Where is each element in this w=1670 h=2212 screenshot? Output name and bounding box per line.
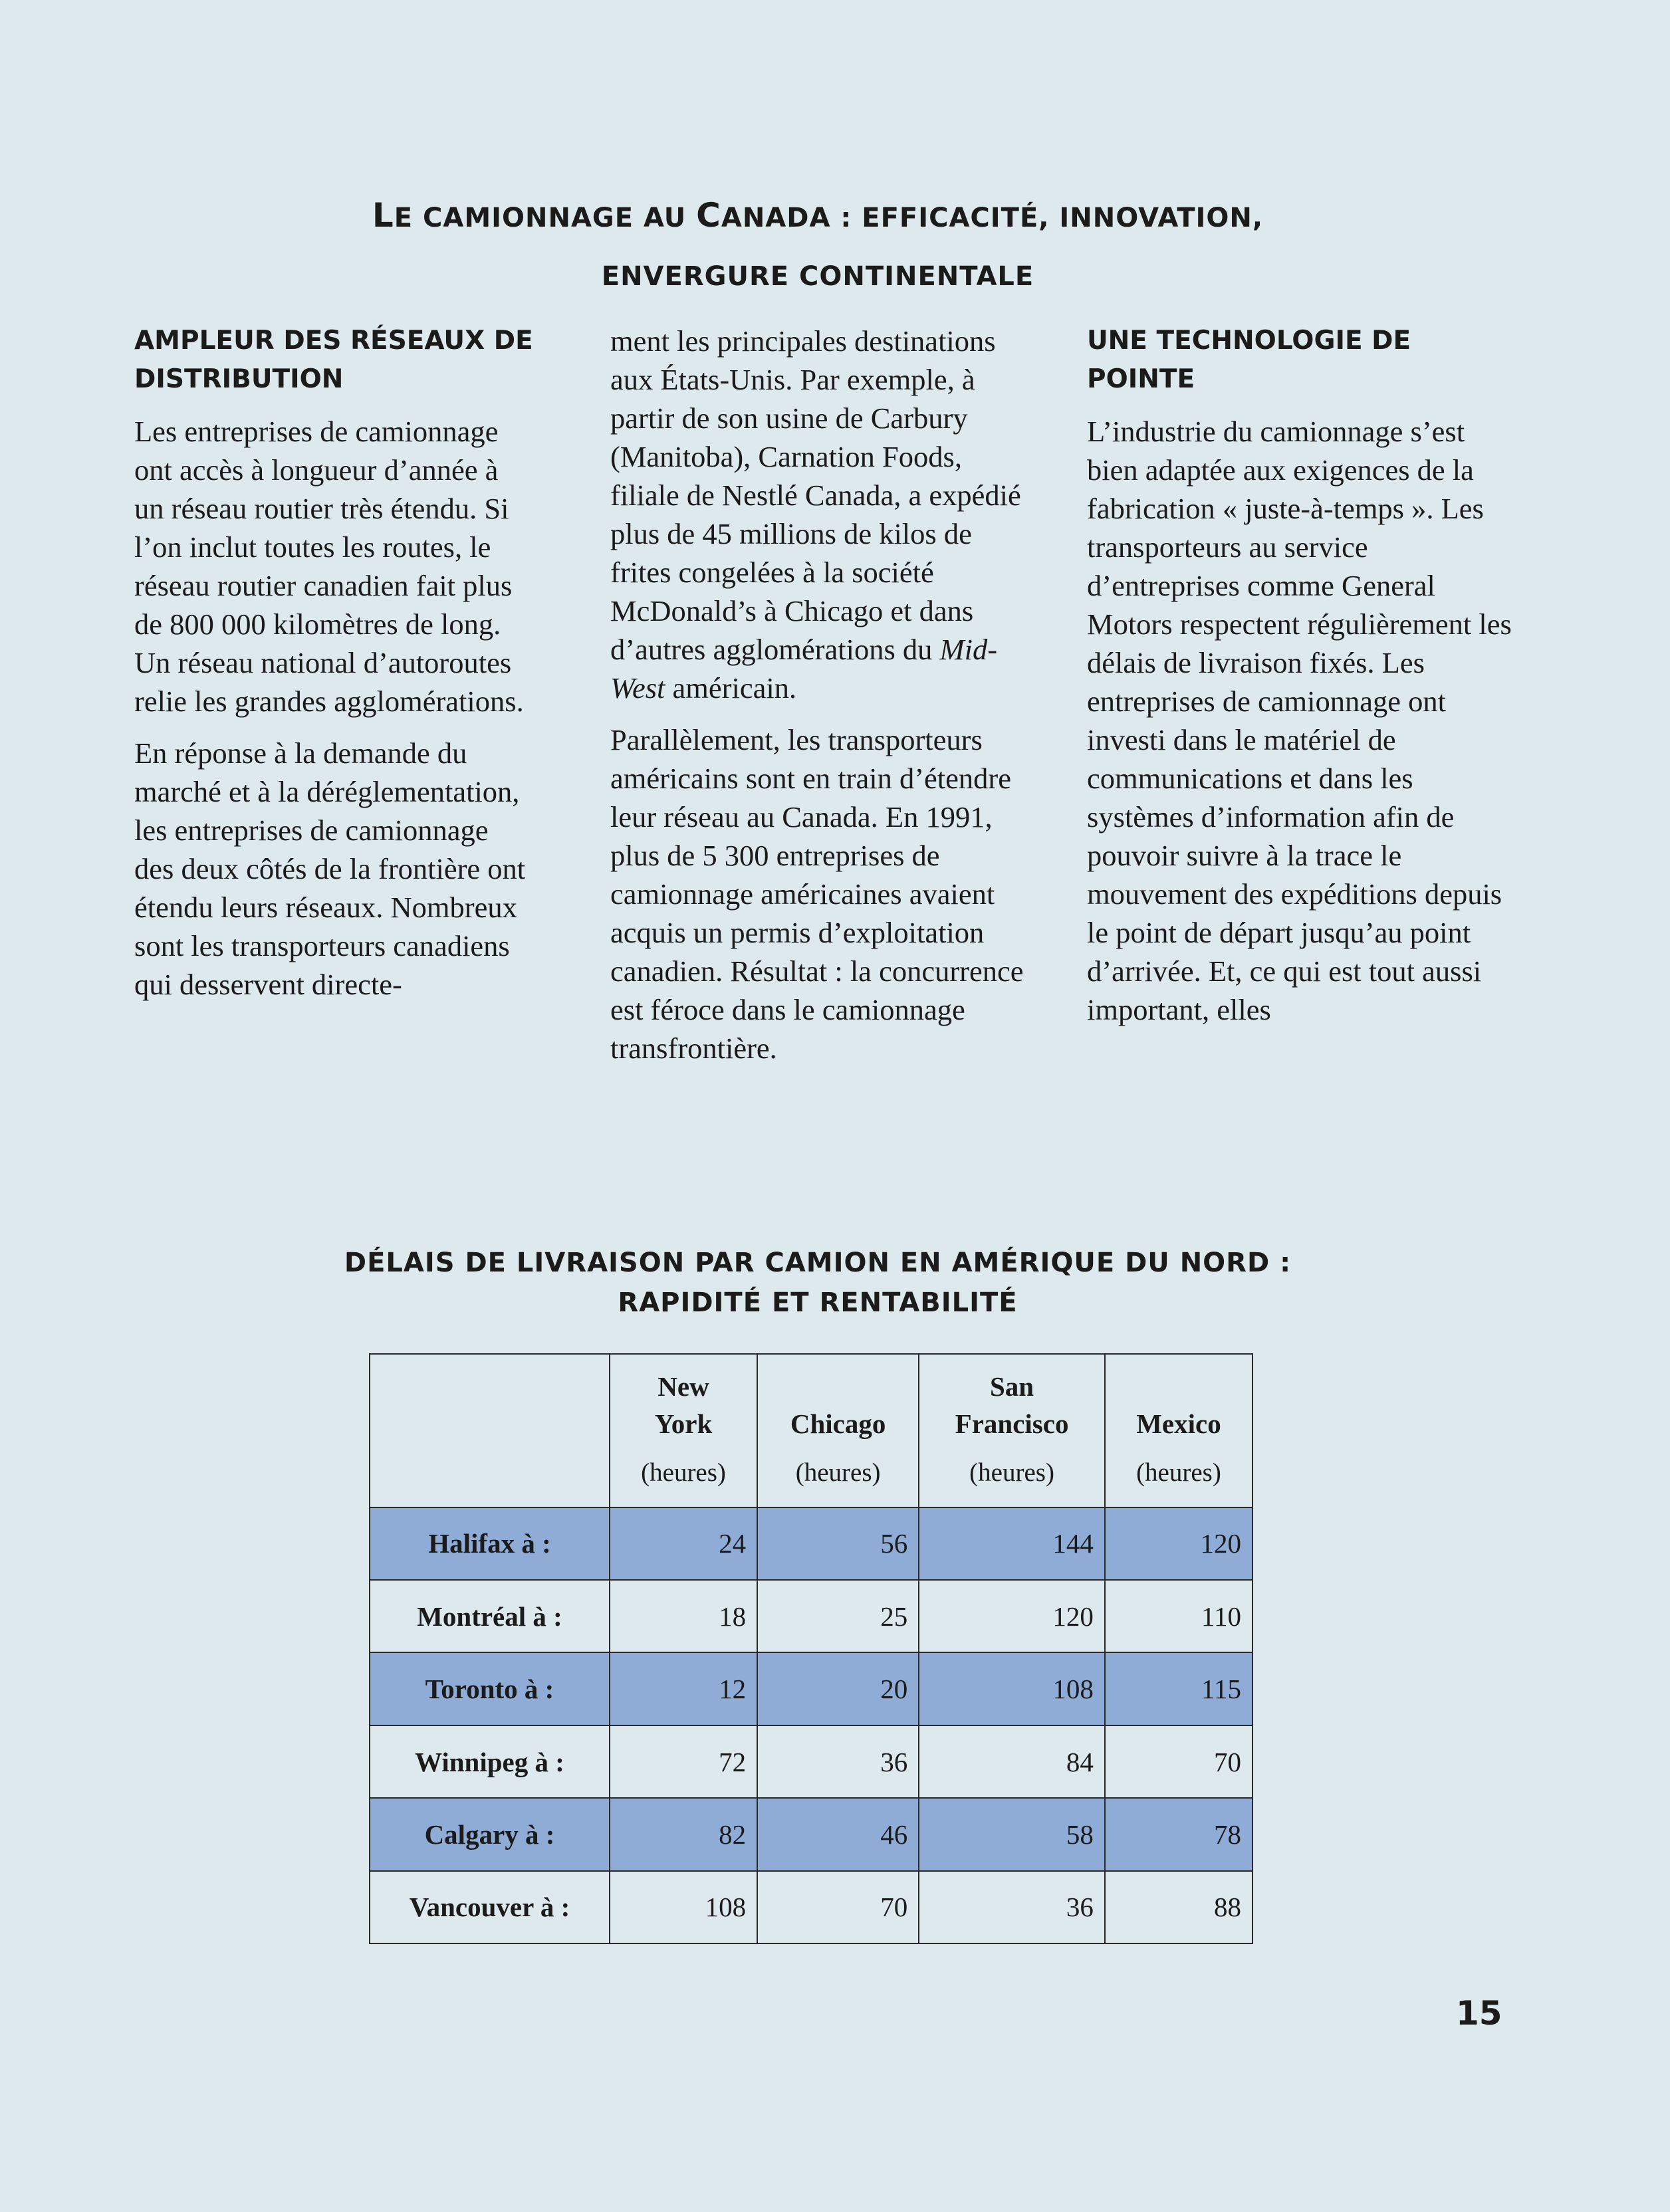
table-cell: 82: [610, 1798, 757, 1870]
table-row: [370, 1798, 1252, 1870]
column-header-chicago: Chicago (heures): [757, 1354, 919, 1507]
table-cell: 12: [610, 1652, 757, 1725]
table-row: [370, 1725, 1252, 1798]
paragraph: En réponse à la demande du marché et à la déréglementation, les entreprises de camionnage des deux côtés de la frontière ont étendu leurs réseaux. Nombreux sont les transporteurs canadiens qui desservent directe-: [134, 736, 526, 1001]
row-label: Calgary à :: [370, 1798, 610, 1870]
row-label: Vancouver à :: [370, 1871, 610, 1943]
row-label: Halifax à :: [370, 1507, 610, 1580]
table-cell: 115: [1105, 1652, 1252, 1725]
paragraph: ment les principales destinations aux États-Unis. Par exemple, à partir de son usine de Carbury (Manitoba), Carnation Foods, filiale de Nestlé Canada, a expédié plus de 45 millions de kilos de frites congelées à la société McDonald’s à Chicago et dans d’autres agglomérations du Mid-West américain.: [610, 324, 1021, 705]
table-row: [370, 1871, 1252, 1943]
section-heading-technology: UNE TECHNOLOGIE DE POINTE: [1087, 326, 1411, 394]
table-row: [370, 1507, 1252, 1580]
table-cell: 84: [919, 1725, 1105, 1798]
table-cell: 88: [1105, 1871, 1252, 1943]
table-cell: 58: [919, 1798, 1105, 1870]
table-cell: 110: [1105, 1580, 1252, 1652]
page-title: [199, 186, 1436, 306]
page-number: 15: [1456, 1994, 1502, 2033]
row-label: Winnipeg à :: [370, 1725, 610, 1798]
table-cell: 18: [610, 1580, 757, 1652]
section-heading-distribution: AMPLEUR DES RÉSEAUX DE DISTRIBUTION: [134, 326, 533, 394]
column-header-san-francisco: San Francisco (heures): [919, 1354, 1105, 1507]
table-cell: 25: [757, 1580, 919, 1652]
table-corner-cell: [370, 1354, 610, 1507]
table-row: [370, 1652, 1252, 1725]
row-label: Toronto à :: [370, 1652, 610, 1725]
table-cell: 78: [1105, 1798, 1252, 1870]
table-cell: 70: [757, 1871, 919, 1943]
table-cell: 20: [757, 1652, 919, 1725]
paragraph: L’industrie du camionnage s’est bien adaptée aux exigences de la fabrication « juste-à-temps ». Les transporteurs au service d’entreprises comme General Motors respectent régulièrement les délais de livraison fixés. Les entreprises de camionnage ont investi dans le matériel de communications et dans les systèmes d’information afin de pouvoir suivre à la trace le mouvement des expéditions depuis le point de départ jusqu’au point d’arrivée. Et, ce qui est tout aussi important, elles: [1087, 415, 1512, 1026]
table-cell: 46: [757, 1798, 919, 1870]
table-cell: 70: [1105, 1725, 1252, 1798]
table-cell: 24: [610, 1507, 757, 1580]
table-cell: 56: [757, 1507, 919, 1580]
table-header-row: [370, 1354, 1252, 1507]
delivery-times-table: [369, 1353, 1253, 1944]
column-continuation: [610, 322, 1024, 1081]
paragraph: Parallèlement, les transporteurs américains sont en train d’étendre leur réseau au Canada. En 1991, plus de 5 300 entreprises de camionnage américaines avaient acquis un permis d’exploitation canadien. Résultat : la concurrence est féroce dans le camionnage transfrontière.: [610, 723, 1024, 1065]
table-cell: 36: [919, 1871, 1105, 1943]
table-cell: 108: [610, 1871, 757, 1943]
page-title-line2: ENVERGURE CONTINENTALE: [601, 261, 1034, 292]
page-title-line1: LE CAMIONNAGE AU CANADA : EFFICACITÉ, INNOVATION,: [372, 196, 1264, 235]
table-title: DÉLAIS DE LIVRAISON PAR CAMION EN AMÉRIQUE DU NORD : RAPIDITÉ ET RENTABILITÉ: [344, 1248, 1292, 1318]
table-cell: 72: [610, 1725, 757, 1798]
column-distribution: [134, 322, 533, 1017]
table-cell: 120: [919, 1580, 1105, 1652]
paragraph: Les entreprises de camionnage ont accès à longueur d’année à un réseau routier très étendu. Si l’on inclut toutes les routes, le réseau routier canadien fait plus de 800 000 kilomètres de long. Un réseau national d’autoroutes relie les grandes agglomérations.: [134, 415, 524, 718]
table-cell: 36: [757, 1725, 919, 1798]
table-cell: 144: [919, 1507, 1105, 1580]
column-header-mexico: Mexico (heures): [1105, 1354, 1252, 1507]
row-label: Montréal à :: [370, 1580, 610, 1652]
table-cell: 108: [919, 1652, 1105, 1725]
table-cell: 120: [1105, 1507, 1252, 1580]
table-row: [370, 1580, 1252, 1652]
column-technology: [1087, 322, 1512, 1042]
column-header-new-york: New York (heures): [610, 1354, 757, 1507]
